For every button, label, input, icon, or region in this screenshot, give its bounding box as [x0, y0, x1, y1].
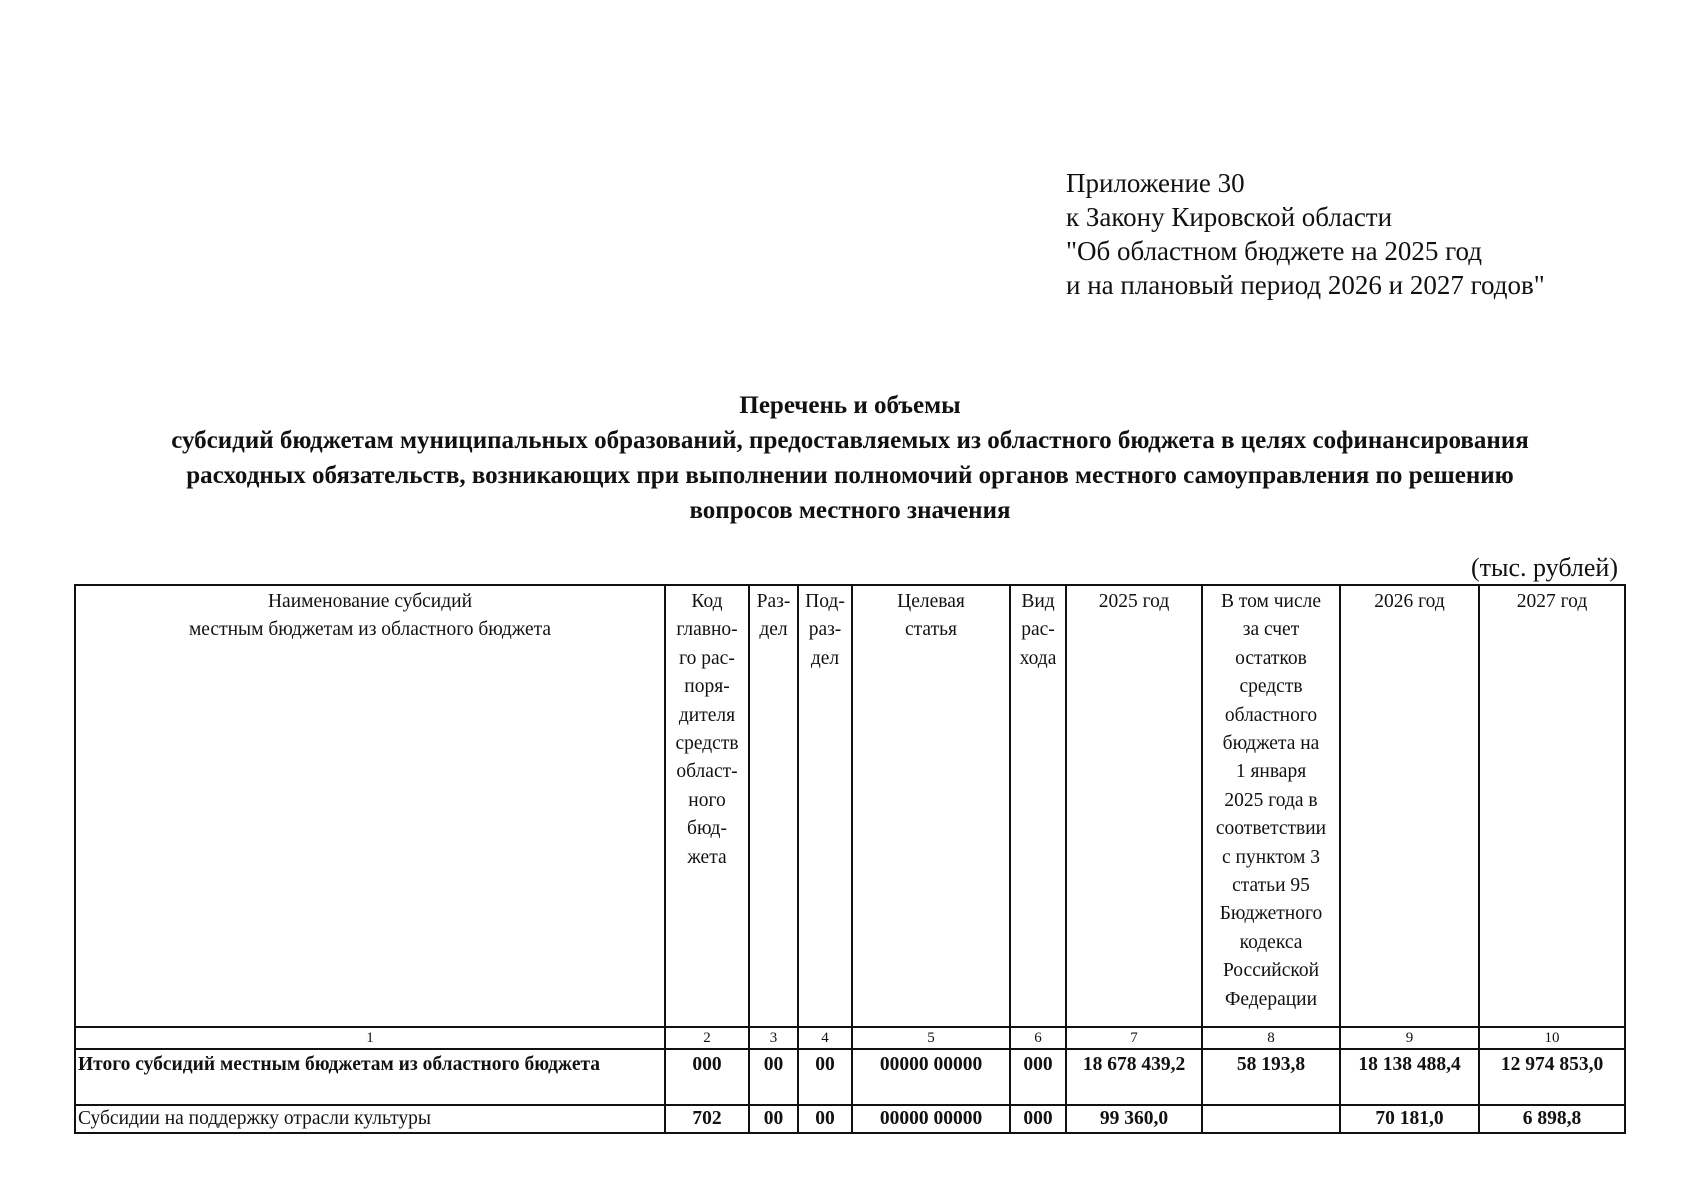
header-target-article: Целевая статья	[852, 585, 1010, 1027]
row-target-article: 00000 00000	[852, 1105, 1010, 1133]
row-admin-code: 702	[665, 1105, 749, 1133]
appendix-line-4: и на плановый период 2026 и 2027 годов"	[1066, 270, 1545, 300]
appendix-line-2: к Закону Кировской области	[1066, 202, 1393, 232]
title-line-3: расходных обязательств, возникающих при выполнении полномочий органов местного самоуправления по решению	[186, 462, 1514, 489]
title-line-1: Перечень и объемы	[739, 392, 961, 419]
title-line-2: субсидий бюджетам муниципальных образований, предоставляемых из областного бюджета в целях софинансирования	[171, 427, 1529, 454]
column-number: 1	[75, 1027, 665, 1049]
table-row	[75, 1105, 1625, 1133]
column-number: 10	[1479, 1027, 1625, 1049]
row-name: Субсидии на поддержку отрасли культуры	[75, 1105, 665, 1133]
header-year-2025: 2025 год	[1066, 585, 1202, 1027]
row-section: 00	[749, 1105, 798, 1133]
header-year-2026: 2026 год	[1340, 585, 1479, 1027]
header-including-balances: В том числе за счет остатков средств областного бюджета на 1 января 2025 года в соответствии с пунктом 3 статьи 95 Бюджетного кодекса Российской Федерации	[1202, 585, 1340, 1027]
column-number-row	[75, 1027, 1625, 1049]
row-admin-code: 000	[665, 1049, 749, 1105]
header-subsection: Под- раз- дел	[798, 585, 852, 1027]
table-row-total	[75, 1049, 1625, 1105]
row-name: Итого субсидий местным бюджетам из областного бюджета	[75, 1049, 665, 1105]
document-title	[70, 388, 1630, 528]
header-section: Раз- дел	[749, 585, 798, 1027]
row-amount-balances	[1202, 1105, 1340, 1133]
row-subsection: 00	[798, 1049, 852, 1105]
column-number: 6	[1010, 1027, 1066, 1049]
column-number: 5	[852, 1027, 1010, 1049]
column-number: 3	[749, 1027, 798, 1049]
appendix-block	[1066, 166, 1545, 302]
row-amount-2025: 99 360,0	[1066, 1105, 1202, 1133]
title-line-4: вопросов местного значения	[689, 497, 1011, 524]
row-expense-type: 000	[1010, 1105, 1066, 1133]
units-label: (тыс. рублей)	[1470, 553, 1618, 582]
appendix-line-1: Приложение 30	[1066, 168, 1245, 198]
column-number: 9	[1340, 1027, 1479, 1049]
row-amount-2025: 18 678 439,2	[1066, 1049, 1202, 1105]
column-number: 8	[1202, 1027, 1340, 1049]
header-admin-code: Код главно- го рас- поря- дителя средств област- ного бюд- жета	[665, 585, 749, 1027]
row-amount-2026: 70 181,0	[1340, 1105, 1479, 1133]
table-header-row	[75, 585, 1625, 1027]
column-number: 4	[798, 1027, 852, 1049]
row-amount-2026: 18 138 488,4	[1340, 1049, 1479, 1105]
row-subsection: 00	[798, 1105, 852, 1133]
row-section: 00	[749, 1049, 798, 1105]
header-year-2027: 2027 год	[1479, 585, 1625, 1027]
header-expense-type: Вид рас- хода	[1010, 585, 1066, 1027]
row-expense-type: 000	[1010, 1049, 1066, 1105]
row-amount-2027: 12 974 853,0	[1479, 1049, 1625, 1105]
column-number: 7	[1066, 1027, 1202, 1049]
column-number: 2	[665, 1027, 749, 1049]
row-amount-balances: 58 193,8	[1202, 1049, 1340, 1105]
appendix-line-3: "Об областном бюджете на 2025 год	[1066, 236, 1482, 266]
header-subsidy-name: Наименование субсидий местным бюджетам из областного бюджета	[75, 585, 665, 1027]
row-target-article: 00000 00000	[852, 1049, 1010, 1105]
row-amount-2027: 6 898,8	[1479, 1105, 1625, 1133]
subsidies-table	[74, 584, 1626, 1134]
